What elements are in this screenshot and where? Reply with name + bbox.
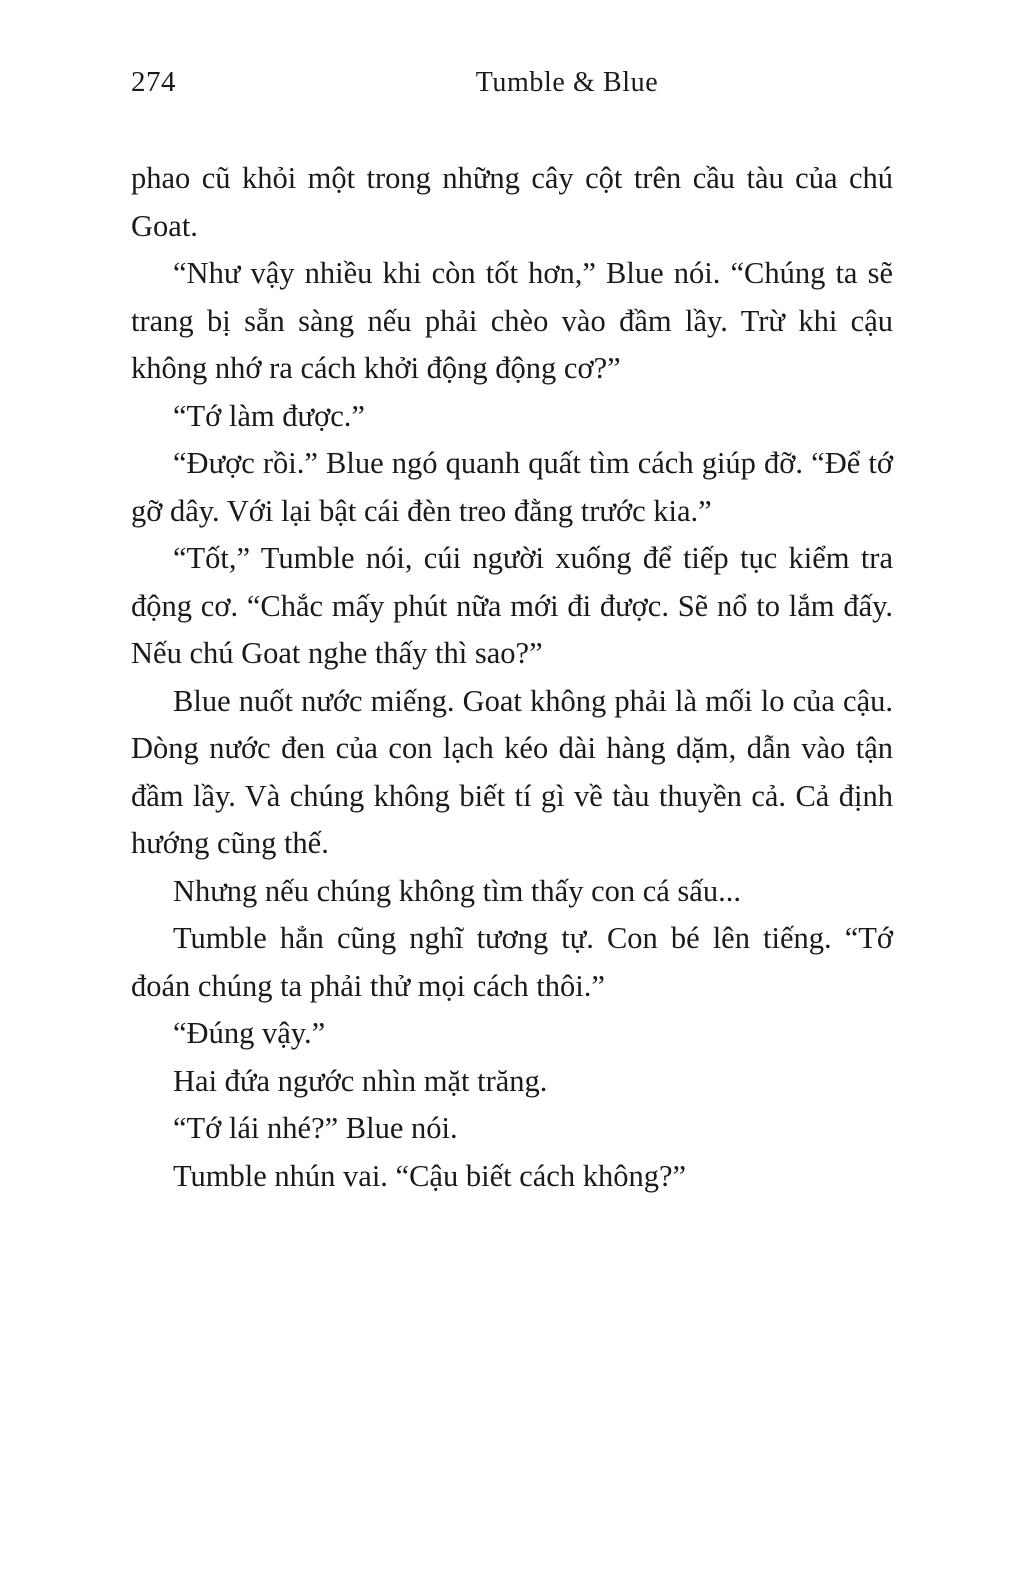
paragraph: phao cũ khỏi một trong những cây cột trên cầu tàu của chú Goat. — [131, 161, 893, 243]
paragraph: “Được rồi.” Blue ngó quanh quất tìm cách giúp đỡ. “Để tớ gỡ dây. Với lại bật cái đèn treo đằng trước kia.” — [131, 446, 893, 528]
paragraph: “Tốt,” Tumble nói, cúi người xuống để tiếp tục kiểm tra động cơ. “Chắc mấy phút nữa mới đi được. Sẽ nổ to lắm đấy. Nếu chú Goat nghe thấy thì sao?” — [131, 541, 893, 670]
running-head — [131, 66, 893, 102]
page-number: 274 — [131, 66, 176, 98]
running-title: Tumble & Blue — [475, 67, 659, 98]
body-text — [131, 155, 893, 1200]
paragraph: “Tớ làm được.” — [173, 398, 365, 433]
paragraph: “Đúng vậy.” — [173, 1016, 326, 1050]
paragraph: Tumble hẳn cũng nghĩ tương tự. Con bé lên tiếng. “Tớ đoán chúng ta phải thử mọi cách thôi.” — [131, 921, 893, 1003]
paragraph: Nhưng nếu chúng không tìm thấy con cá sấu... — [173, 873, 741, 908]
paragraph: Hai đứa ngước nhìn mặt trăng. — [173, 1063, 548, 1098]
paragraph: Tumble nhún vai. “Cậu biết cách không?” — [173, 1158, 687, 1193]
paragraph: “Tớ lái nhé?” Blue nói. — [173, 1111, 458, 1145]
paragraph: Blue nuốt nước miếng. Goat không phải là mối lo của cậu. Dòng nước đen của con lạch kéo dài hàng dặm, dẫn vào tận đầm lầy. Và chúng không biết tí gì về tàu thuyền cả. Cả định hướng cũng thế. — [131, 683, 893, 860]
paragraph: “Như vậy nhiều khi còn tốt hơn,” Blue nói. “Chúng ta sẽ trang bị sẵn sàng nếu phải chèo vào đầm lầy. Trừ khi cậu không nhớ ra cách khởi động động cơ?” — [131, 256, 893, 385]
